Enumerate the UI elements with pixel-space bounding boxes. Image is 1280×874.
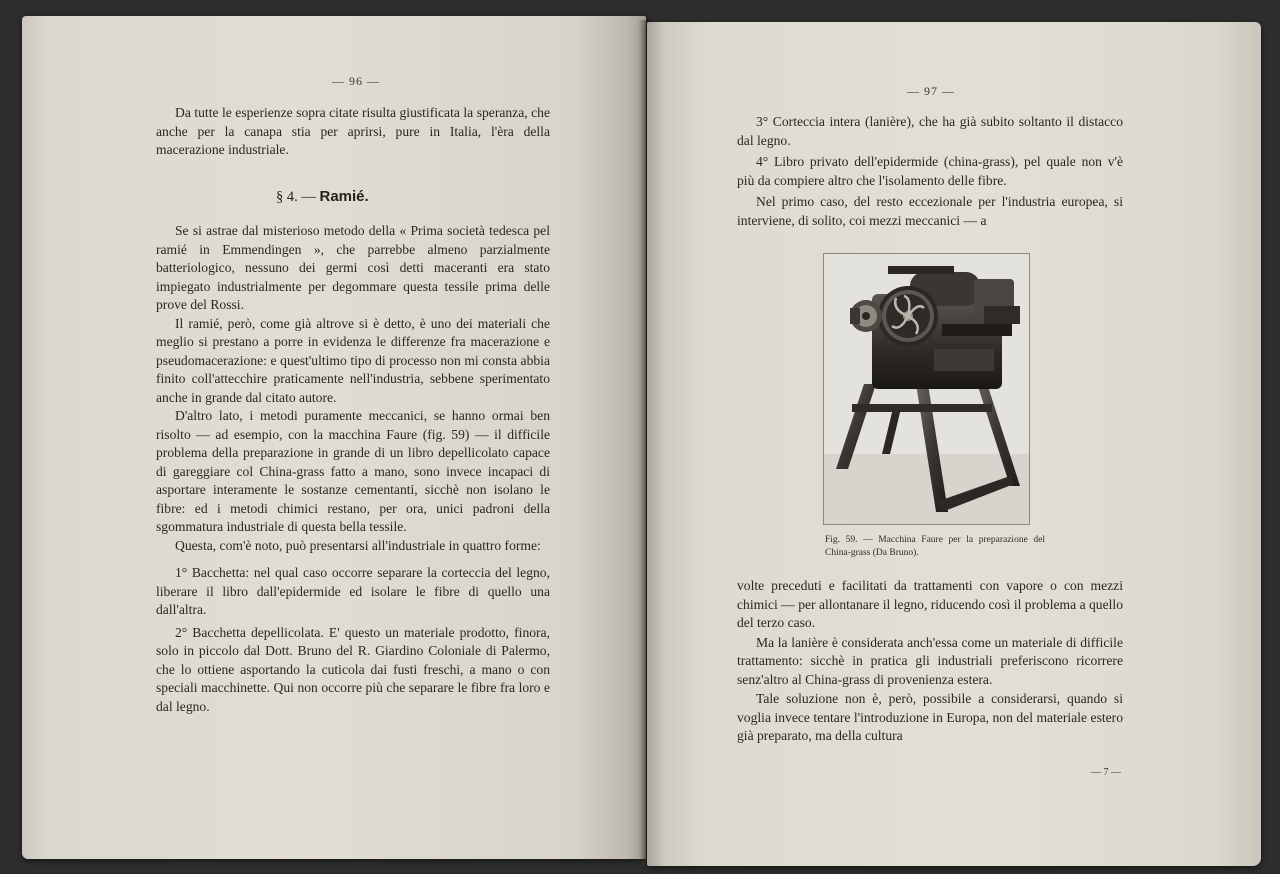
faure-machine-image — [824, 254, 1029, 524]
page-number-left: — 96 — — [332, 74, 380, 88]
paragraph: 2° Bacchetta depellicolata. E' questo un materiale prodotto, finora, solo in piccolo dal Dott. Bruno del R. Giardino Coloniale di Palermo, che lo ottiene asportando la cuticola dai fusti freschi, a mano o con speciali macchinette. Qui non occorre più che separare le fibre fra loro e dal legno. — [156, 624, 550, 714]
paragraph: 1° Bacchetta: nel qual caso occorre separare la corteccia del legno, liberare il libro dall'epidermide ed isolare le fibre di quello una dall'altra. — [156, 565, 550, 617]
paragraph: 3° Corteccia intera (lanière), che ha già subito soltanto il distacco dal legno. — [737, 114, 1123, 148]
section-heading — [276, 188, 369, 206]
paragraph: Questa, com'è noto, può presentarsi all'industriale in quattro forme: — [175, 537, 541, 553]
paragraph: Se si astrae dal misterioso metodo della « Prima società tedesca pel ramié in Emmendingen », che parrebbe almeno parzialmente batteriologico, nessuno dei germi così detti maceranti era stato impiegato industrialmente per degommare questa tessile prima delle prove del Rossi. — [156, 223, 550, 312]
paragraph: Ma la lanière è considerata anch'essa come un materiale di difficile trattamento: sicchè in pratica gli industriali preferiscono ricorrere senz'altro al China-grass di provenienza estera. — [737, 634, 1123, 687]
paragraph: Tale soluzione non è, però, possibile a considerarsi, quando si voglia invece tentare l'introduzione in Europa, non del materiale estero già preparato, ma della cultura — [737, 691, 1123, 743]
signature-folio: — 7 — — [1091, 767, 1121, 778]
paragraph: Nel primo caso, del resto eccezionale per l'industria europea, si interviene, di solito, coi mezzi meccanici — a — [737, 194, 1123, 228]
right-page — [647, 22, 1261, 866]
section-title: Ramié. — [319, 188, 369, 205]
machine-illustration — [823, 253, 1030, 525]
paragraph: D'altro lato, i metodi puramente meccanici, se hanno ormai ben risolto — ad esempio, con la macchina Faure (fig. 59) — il difficile problema della preparazione in grande di un libro depellicolato capace di gareggiare col China-grass fatto a mano, sono invece incapaci di asportare interamente le sostanze cementanti, sicchè non isolano le fibre: ed i metodi chimici restano, per ora, unici padroni della sgommatura industriale di questa bella tessile. — [156, 408, 550, 534]
intro-paragraph-block — [156, 104, 550, 160]
paragraph: volte preceduti e facilitati da trattamenti con vapore o con mezzi chimici — per allontanare il legno, riducendo così il problema a quello del terzo caso. — [737, 578, 1123, 630]
paragraph: Il ramié, però, come già altrove si è detto, è uno dei materiali che meglio si prestano a porre in evidenza le differenze fra macerazione e pseudomacerazione: e quest'ultimo tipo di processo non mi consta abbia finito coll'attecchire praticamente nell'industria, sebbene sperimentato anche in grande dal citato autore. — [156, 315, 550, 405]
top-text — [737, 113, 1123, 230]
paragraph: 4° Libro privato dell'epidermide (china-grass), pel quale non v'è più da compiere altro che l'isolamento delle fibre. — [737, 154, 1123, 188]
body-text — [156, 222, 550, 716]
figure-caption: Fig. 59. — Macchina Faure per la preparazione del China-grass (Da Bruno). — [825, 535, 1045, 558]
bottom-text — [737, 577, 1123, 746]
intro-paragraph: Da tutte le esperienze sopra citate risulta giustificata la speranza, che anche per la canapa stia per aprirsi, pure in Italia, l'èra della macerazione industriale. — [156, 105, 550, 157]
left-page — [22, 16, 646, 859]
page-number-right: — 97 — — [907, 84, 955, 98]
section-number: § 4. — — [276, 189, 316, 205]
